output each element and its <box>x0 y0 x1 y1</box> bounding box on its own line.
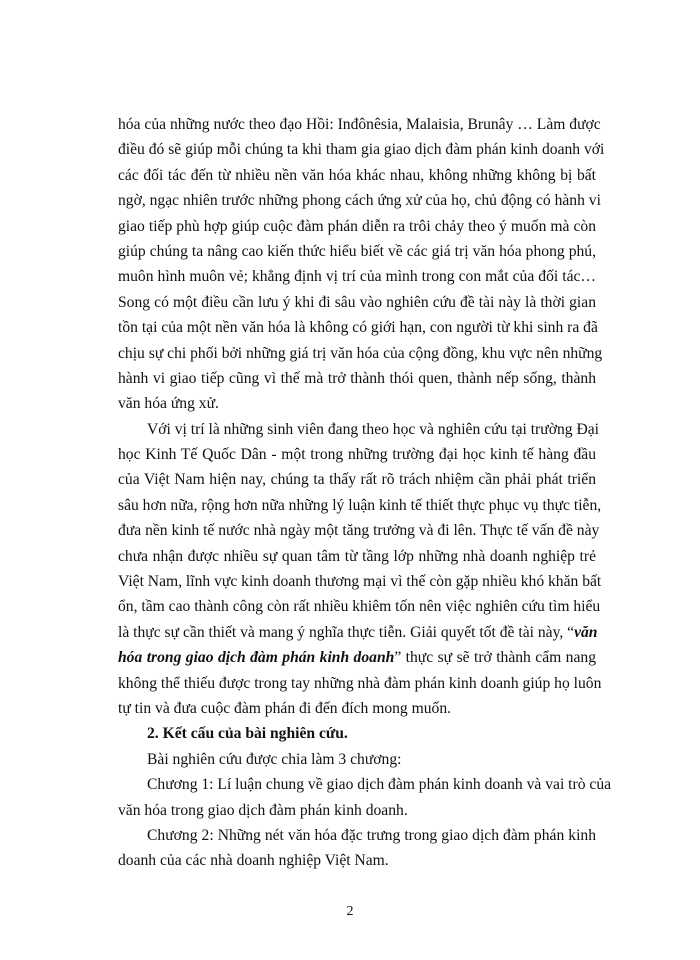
text-line: điều đó sẽ giúp mỗi chúng ta khi tham gia giao dịch đàm phán kinh doanh với <box>118 141 605 159</box>
text-line: các đối tác đến từ nhiều nền văn hóa khác nhau, không những không bị bất <box>118 166 596 184</box>
text-line: học Kinh Tế Quốc Dân - một trong những trường đại học kinh tế hàng đầu <box>118 446 596 464</box>
text-line: Chương 2: Những nét văn hóa đặc trưng trong giao dịch đàm phán kinh <box>147 826 596 844</box>
text-line-with-quote <box>118 620 596 645</box>
text-segment: là thực sự cần thiết và mang ý nghĩa thực tiễn. Giải quyết tốt đề tài này, <box>118 623 564 641</box>
body-text <box>118 112 612 874</box>
text-line: Song có một điều cần lưu ý khi đi sâu vào nghiên cứu đề tài này là thời gian <box>118 293 596 311</box>
text-line: không thể thiếu được trong tay những nhà đàm phán kinh doanh giúp họ luôn <box>118 674 602 692</box>
text-line: ngờ, ngạc nhiên trước những phong cách ứng xử của họ, chủ động có hành vi <box>118 192 601 210</box>
text-line: ổn, tầm cao thành công còn rất nhiều khiêm tốn nên việc nghiên cứu tìm hiểu <box>118 598 601 616</box>
text-line: Với vị trí là những sinh viên đang theo học và nghiên cứu tại trường Đại <box>147 420 599 438</box>
page-number: 2 <box>346 904 354 919</box>
text-line: hóa của những nước theo đạo Hồi: Inđônêsia, Malaisia, Brunây … Làm được <box>118 116 601 133</box>
text-line: của Việt Nam hiện nay, chúng ta thấy rất rõ trách nhiệm cần phải phát triển <box>118 471 596 489</box>
emphasized-title: hóa trong giao dịch đàm phán kinh doanh <box>118 649 395 667</box>
quote-close: ” <box>394 649 402 667</box>
text-line: Chương 1: Lí luận chung về giao dịch đàm phán kinh doanh và vai trò của <box>147 776 612 794</box>
text-line: sâu hơn nữa, rộng hơn nữa những lý luận kinh tế thiết thực phục vụ thực tiễn, <box>118 496 602 514</box>
text-line: chưa nhận được nhiều sự quan tâm từ tầng lớp những nhà doanh nghiệp trẻ <box>118 547 596 565</box>
text-line: tồn tại của một nền văn hóa là không có giới hạn, con người từ khi sinh ra đã <box>118 319 598 337</box>
text-line: giúp chúng ta nâng cao kiến thức hiểu biết về các giá trị văn hóa phong phú, <box>118 242 596 260</box>
text-line: tự tin và đưa cuộc đàm phán đi đến đích mong muốn. <box>118 699 452 717</box>
text-line: hành vi giao tiếp cũng vì thế mà trở thành thói quen, thành nếp sống, thành <box>118 369 596 387</box>
text-line: Việt Nam, lĩnh vực kinh doanh thương mại vì thế còn gặp nhiều khó khăn bất <box>118 573 602 591</box>
text-segment: thực sự sẽ trở thành cẩm nang <box>401 649 596 667</box>
text-line: văn hóa trong giao dịch đàm phán kinh doanh. <box>118 801 408 819</box>
text-line: đưa nền kinh tế nước nhà ngày một tăng trưởng và đi lên. Thực tế vấn đề này <box>118 522 600 540</box>
text-line: muôn hình muôn vẻ; khẳng định vị trí của mình trong con mắt của đối tác… <box>118 268 596 286</box>
text-line: doanh của các nhà doanh nghiệp Việt Nam. <box>118 852 389 870</box>
text-line: giao tiếp phù hợp giúp cuộc đàm phán diễn ra trôi chảy theo ý muốn mà còn <box>118 217 596 235</box>
text-line: chịu sự chi phối bởi những giá trị văn hóa của cộng đồng, khu vực nên những <box>118 344 603 362</box>
emphasized-title: văn <box>574 623 598 641</box>
section-heading: 2. Kết cấu của bài nghiên cứu. <box>147 725 348 743</box>
quote-open: “ <box>567 623 575 641</box>
text-line: Bài nghiên cứu được chia làm 3 chương: <box>147 750 402 768</box>
text-line-with-quote <box>118 645 596 670</box>
text-line: văn hóa ứng xử. <box>118 395 219 413</box>
